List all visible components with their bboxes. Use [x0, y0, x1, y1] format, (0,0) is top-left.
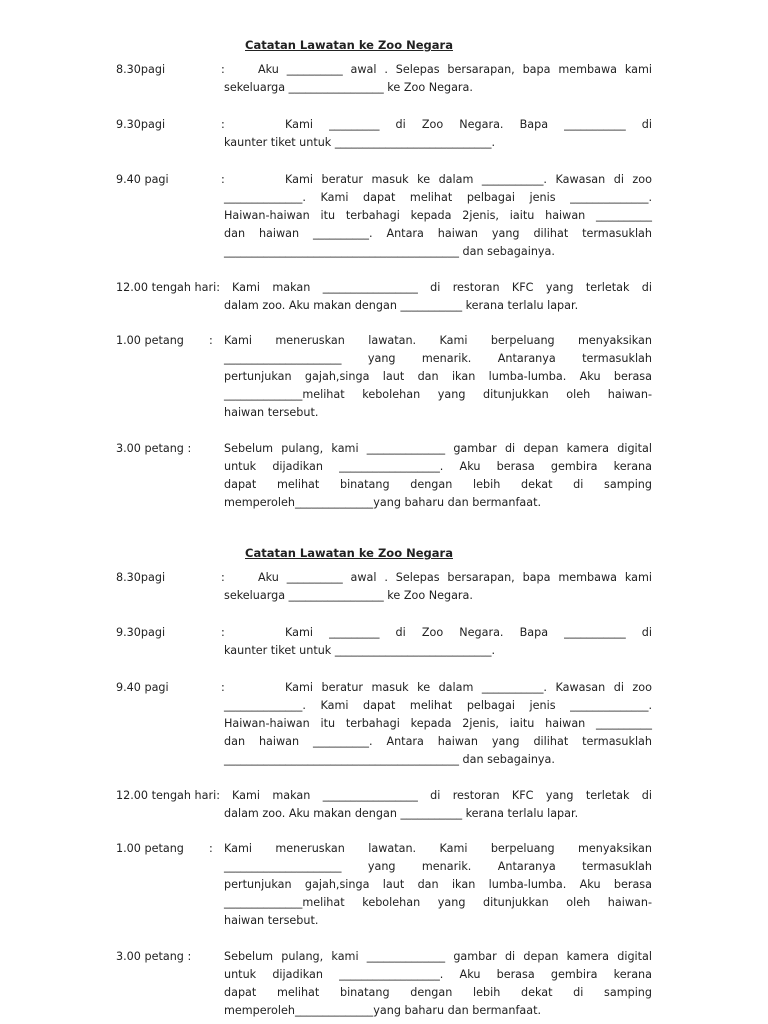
text-line: memperoleh______________yang baharu dan bermanfaat.	[224, 1004, 542, 1017]
text-line: sekeluarga _________________ ke Zoo Negara.	[224, 589, 473, 602]
time-label: 9.30pagi	[116, 626, 166, 639]
text-line: Aku __________ awal . Selepas bersarapan, bapa membawa kami	[258, 571, 652, 584]
text-line: untuk dijadikan __________________. Aku berasa gembira kerana	[224, 460, 652, 473]
text-line: Kami meneruskan lawatan. Kami berpeluang menyaksikan	[224, 842, 652, 855]
text-line: Kami beratur masuk ke dalam ___________. Kawasan di zoo	[285, 681, 652, 694]
text-line: ______________melihat kebolehan yang ditunjukkan oleh haiwan-	[224, 388, 652, 401]
text-line: kaunter tiket untuk ____________________________.	[224, 136, 496, 149]
text-line: dan haiwan __________. Antara haiwan yang dilihat termasuklah	[224, 227, 652, 240]
text-line: dalam zoo. Aku makan dengan ___________ kerana terlalu lapar.	[224, 299, 579, 312]
worksheet-title: Catatan Lawatan ke Zoo Negara	[245, 546, 453, 560]
text-line: Kami _________ di Zoo Negara. Bapa ___________ di	[285, 626, 652, 639]
text-line: __________________________________________ dan sebagainya.	[224, 245, 555, 258]
text-line: pertunjukan gajah,singa laut dan ikan lumba-lumba. Aku berasa	[224, 878, 652, 891]
text-line: untuk dijadikan __________________. Aku berasa gembira kerana	[224, 968, 652, 981]
colon-separator: :	[221, 626, 225, 639]
colon-separator: :	[221, 63, 225, 76]
text-line: ______________melihat kebolehan yang ditunjukkan oleh haiwan-	[224, 896, 652, 909]
text-line: __________________________________________ dan sebagainya.	[224, 753, 555, 766]
text-line: ______________. Kami dapat melihat pelbagai jenis ______________.	[224, 699, 652, 712]
text-line: ______________. Kami dapat melihat pelbagai jenis ______________.	[224, 191, 652, 204]
text-line: Aku __________ awal . Selepas bersarapan, bapa membawa kami	[258, 63, 652, 76]
time-label: 9.40 pagi	[116, 681, 169, 694]
text-line: Kami meneruskan lawatan. Kami berpeluang menyaksikan	[224, 334, 652, 347]
time-label: 9.30pagi	[116, 118, 166, 131]
colon-separator: :	[209, 334, 213, 347]
time-label: 8.30pagi	[116, 63, 166, 76]
colon-separator: :	[221, 571, 225, 584]
colon-separator: :	[221, 118, 225, 131]
text-line: _____________________ yang menarik. Antaranya termasuklah	[224, 352, 652, 365]
text-line: dapat melihat binatang dengan lebih dekat di samping	[224, 478, 652, 491]
time-label: 3.00 petang :	[116, 950, 192, 963]
text-line: dalam zoo. Aku makan dengan ___________ kerana terlalu lapar.	[224, 807, 579, 820]
time-label: 12.00 tengah hari:	[116, 789, 220, 802]
text-line: Sebelum pulang, kami ______________ gambar di depan kamera digital	[224, 950, 652, 963]
time-label: 12.00 tengah hari:	[116, 281, 220, 294]
time-label: 1.00 petang	[116, 842, 184, 855]
text-line: dan haiwan __________. Antara haiwan yang dilihat termasuklah	[224, 735, 652, 748]
text-line: pertunjukan gajah,singa laut dan ikan lumba-lumba. Aku berasa	[224, 370, 652, 383]
time-label: 8.30pagi	[116, 571, 166, 584]
text-line: Haiwan-haiwan itu terbahagi kepada 2jenis, iaitu haiwan __________	[224, 209, 652, 222]
text-line: memperoleh______________yang baharu dan bermanfaat.	[224, 496, 542, 509]
text-line: sekeluarga _________________ ke Zoo Negara.	[224, 81, 473, 94]
colon-separator: :	[221, 681, 225, 694]
worksheet-title: Catatan Lawatan ke Zoo Negara	[245, 38, 453, 52]
text-line: Kami makan _________________ di restoran KFC yang terletak di	[232, 789, 652, 802]
time-label: 3.00 petang :	[116, 442, 192, 455]
text-line: Kami makan _________________ di restoran KFC yang terletak di	[232, 281, 652, 294]
time-label: 1.00 petang	[116, 334, 184, 347]
time-label: 9.40 pagi	[116, 173, 169, 186]
text-line: _____________________ yang menarik. Antaranya termasuklah	[224, 860, 652, 873]
colon-separator: :	[209, 842, 213, 855]
text-line: Haiwan-haiwan itu terbahagi kepada 2jenis, iaitu haiwan __________	[224, 717, 652, 730]
colon-separator: :	[221, 173, 225, 186]
text-line: dapat melihat binatang dengan lebih dekat di samping	[224, 986, 652, 999]
text-line: Kami _________ di Zoo Negara. Bapa ___________ di	[285, 118, 652, 131]
text-line: Sebelum pulang, kami ______________ gambar di depan kamera digital	[224, 442, 652, 455]
text-line: haiwan tersebut.	[224, 914, 319, 927]
text-line: haiwan tersebut.	[224, 406, 319, 419]
text-line: Kami beratur masuk ke dalam ___________. Kawasan di zoo	[285, 173, 652, 186]
text-line: kaunter tiket untuk ____________________________.	[224, 644, 496, 657]
